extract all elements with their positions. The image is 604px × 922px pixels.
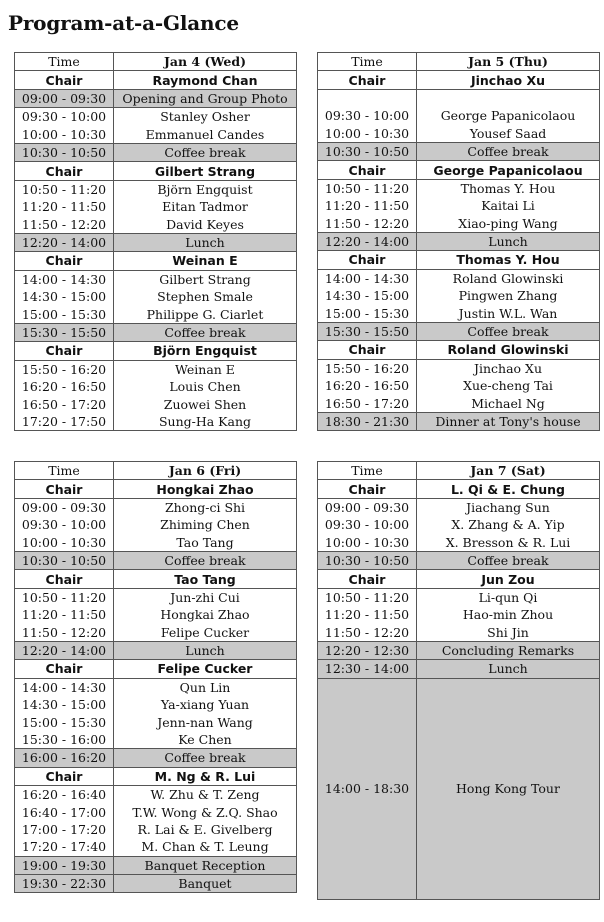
session-row: [15, 821, 297, 838]
time-slot: 09:30 - 10:00: [15, 108, 114, 126]
time-slot: 14:30 - 15:00: [15, 696, 114, 713]
session-row: [15, 803, 297, 820]
time-slot: 14:30 - 15:00: [318, 287, 417, 304]
chair-row: [318, 480, 600, 498]
event-name: Coffee break: [417, 551, 600, 569]
speaker-name: Xiao-ping Wang: [417, 215, 600, 233]
chair-label: Chair: [15, 342, 114, 360]
session-row: [318, 606, 600, 623]
chair-row: [15, 252, 297, 270]
time-slot: 16:20 - 16:40: [15, 786, 114, 804]
chair-name: Felipe Cucker: [114, 660, 297, 678]
speaker-name: Ya-xiang Yuan: [114, 696, 297, 713]
time-slot: 09:00 - 09:30: [15, 498, 114, 516]
chair-name: Raymond Chan: [114, 71, 297, 89]
session-row: [318, 498, 600, 516]
time-slot: 10:00 - 10:30: [318, 125, 417, 143]
speaker-name: X. Bresson & R. Lui: [417, 534, 600, 552]
time-slot: 15:50 - 16:20: [318, 359, 417, 377]
session-row: [15, 534, 297, 552]
time-slot: 14:30 - 15:00: [15, 288, 114, 305]
time-slot: 11:20 - 11:50: [15, 198, 114, 215]
session-row: [15, 108, 297, 126]
break-row: [318, 322, 600, 340]
tour-row: [318, 678, 600, 899]
session-row: [15, 395, 297, 412]
event-name: Banquet Reception: [114, 856, 297, 874]
break-row: [15, 641, 297, 659]
session-row: [15, 516, 297, 533]
chair-name: Weinan E: [114, 252, 297, 270]
break-row: [15, 143, 297, 161]
time-header: Time: [15, 462, 114, 480]
speaker-name: Hao-min Zhou: [417, 606, 600, 623]
time-slot: 12:20 - 14:00: [15, 233, 114, 251]
break-row: [318, 641, 600, 659]
session-row: [15, 498, 297, 516]
session-row: [15, 126, 297, 144]
time-slot: 16:20 - 16:50: [15, 378, 114, 395]
time-slot: 15:00 - 15:30: [15, 713, 114, 730]
speaker-name: Björn Engquist: [114, 180, 297, 198]
time-slot: 12:20 - 14:00: [15, 641, 114, 659]
chair-row: [15, 162, 297, 180]
event-name: Lunch: [417, 232, 600, 250]
time-slot: 11:20 - 11:50: [318, 197, 417, 214]
time-slot: 10:30 - 10:50: [15, 551, 114, 569]
session-row: [318, 304, 600, 322]
speaker-name: Pingwen Zhang: [417, 287, 600, 304]
event-name: Opening and Group Photo: [114, 89, 297, 107]
time-slot: 11:50 - 12:20: [15, 624, 114, 642]
event-name: Coffee break: [114, 323, 297, 341]
speaker-name: Ke Chen: [114, 731, 297, 749]
session-row: [15, 838, 297, 856]
schedule-table-jan5: [317, 52, 600, 431]
session-row: [318, 107, 600, 124]
time-slot: 16:40 - 17:00: [15, 803, 114, 820]
time-slot: 10:30 - 10:50: [318, 551, 417, 569]
speaker-name: George Papanicolaou: [417, 107, 600, 124]
chair-row: [318, 570, 600, 588]
session-row: [15, 713, 297, 730]
header-row: [15, 53, 297, 71]
break-row: [318, 660, 600, 678]
event-name: Coffee break: [114, 551, 297, 569]
session-row: [15, 696, 297, 713]
header-row: [318, 462, 600, 480]
event-name: Lunch: [114, 233, 297, 251]
speaker-name: Yousef Saad: [417, 125, 600, 143]
blank-row: [318, 89, 600, 107]
chair-name: Jun Zou: [417, 570, 600, 588]
event-name: Concluding Remarks: [417, 641, 600, 659]
break-row: [318, 232, 600, 250]
time-slot: 14:00 - 14:30: [15, 270, 114, 288]
chair-name: L. Qi & E. Chung: [417, 480, 600, 498]
session-row: [318, 534, 600, 552]
chair-label: Chair: [15, 570, 114, 588]
time-slot: 09:00 - 09:30: [15, 89, 114, 107]
time-slot: 10:50 - 11:20: [318, 588, 417, 606]
time-slot: 09:30 - 10:00: [318, 107, 417, 124]
time-slot: 15:00 - 15:30: [318, 304, 417, 322]
speaker-name: Justin W.L. Wan: [417, 304, 600, 322]
event-name: Coffee break: [114, 749, 297, 767]
session-row: [15, 624, 297, 642]
event-name: Coffee break: [417, 142, 600, 160]
speaker-name: T.W. Wong & Z.Q. Shao: [114, 803, 297, 820]
time-slot: 16:20 - 16:50: [318, 377, 417, 394]
break-row: [15, 551, 297, 569]
session-row: [15, 360, 297, 378]
time-slot: 15:00 - 15:30: [15, 305, 114, 323]
session-row: [15, 588, 297, 606]
chair-label: Chair: [318, 251, 417, 269]
speaker-name: Michael Ng: [417, 394, 600, 412]
break-row: [15, 856, 297, 874]
time-slot: 10:00 - 10:30: [15, 126, 114, 144]
time-slot: 11:20 - 11:50: [318, 606, 417, 623]
chair-name: M. Ng & R. Lui: [114, 767, 297, 785]
speaker-name: Stanley Osher: [114, 108, 297, 126]
chair-name: Björn Engquist: [114, 342, 297, 360]
break-row: [15, 323, 297, 341]
session-row: [318, 197, 600, 214]
speaker-name: Philippe G. Ciarlet: [114, 305, 297, 323]
chair-row: [15, 767, 297, 785]
chair-name: Thomas Y. Hou: [417, 251, 600, 269]
chair-row: [15, 660, 297, 678]
session-row: [15, 288, 297, 305]
speaker-name: Eitan Tadmor: [114, 198, 297, 215]
speaker-name: Hongkai Zhao: [114, 606, 297, 623]
time-slot: 16:50 - 17:20: [15, 395, 114, 412]
chair-label: Chair: [15, 162, 114, 180]
session-row: [15, 270, 297, 288]
chair-row: [318, 161, 600, 179]
time-slot: 14:00 - 14:30: [15, 678, 114, 696]
time-slot: 14:00 - 18:30: [318, 678, 417, 899]
speaker-name: Jinchao Xu: [417, 359, 600, 377]
speaker-name: Jun-zhi Cui: [114, 588, 297, 606]
time-slot: 09:30 - 10:00: [318, 516, 417, 533]
session-row: [15, 678, 297, 696]
chair-label: Chair: [318, 71, 417, 89]
event-name: Lunch: [114, 641, 297, 659]
event-name: Lunch: [417, 660, 600, 678]
chair-row: [318, 341, 600, 359]
session-row: [318, 516, 600, 533]
speaker-name: Weinan E: [114, 360, 297, 378]
chair-row: [15, 342, 297, 360]
speaker-name: Zuowei Shen: [114, 395, 297, 412]
speaker-name: Jenn-nan Wang: [114, 713, 297, 730]
chair-row: [15, 71, 297, 89]
chair-name: George Papanicolaou: [417, 161, 600, 179]
time-header: Time: [318, 53, 417, 71]
time-slot: 15:50 - 16:20: [15, 360, 114, 378]
speaker-name: W. Zhu & T. Zeng: [114, 786, 297, 804]
time-slot: 14:00 - 14:30: [318, 269, 417, 287]
schedule-table-jan7: [317, 461, 600, 900]
time-slot: 19:00 - 19:30: [15, 856, 114, 874]
day-header: Jan 4 (Wed): [114, 53, 297, 71]
chair-label: Chair: [318, 161, 417, 179]
time-slot: 10:00 - 10:30: [15, 534, 114, 552]
time-slot: 11:50 - 12:20: [318, 624, 417, 642]
chair-label: Chair: [318, 341, 417, 359]
break-row: [15, 749, 297, 767]
schedule-table-jan4: [14, 52, 297, 431]
session-row: [15, 413, 297, 431]
day-header: Jan 5 (Thu): [417, 53, 600, 71]
event-name: Coffee break: [114, 143, 297, 161]
empty-cell: [417, 89, 600, 107]
time-slot: 15:30 - 15:50: [318, 322, 417, 340]
break-row: [15, 233, 297, 251]
header-row: [318, 53, 600, 71]
session-row: [15, 305, 297, 323]
time-slot: 18:30 - 21:30: [318, 412, 417, 430]
speaker-name: Felipe Cucker: [114, 624, 297, 642]
chair-label: Chair: [318, 570, 417, 588]
break-row: [318, 551, 600, 569]
chair-name: Tao Tang: [114, 570, 297, 588]
speaker-name: M. Chan & T. Leung: [114, 838, 297, 856]
speaker-name: Shi Jin: [417, 624, 600, 642]
time-slot: 10:00 - 10:30: [318, 534, 417, 552]
time-slot: 10:30 - 10:50: [15, 143, 114, 161]
chair-row: [318, 251, 600, 269]
speaker-name: Sung-Ha Kang: [114, 413, 297, 431]
session-row: [318, 377, 600, 394]
speaker-name: Thomas Y. Hou: [417, 179, 600, 197]
time-slot: 17:20 - 17:50: [15, 413, 114, 431]
chair-row: [15, 570, 297, 588]
day-header: Jan 7 (Sat): [417, 462, 600, 480]
time-slot: 15:30 - 15:50: [15, 323, 114, 341]
speaker-name: Jiachang Sun: [417, 498, 600, 516]
time-header: Time: [15, 53, 114, 71]
speaker-name: Gilbert Strang: [114, 270, 297, 288]
time-slot: 09:00 - 09:30: [318, 498, 417, 516]
time-slot: 12:20 - 14:00: [318, 232, 417, 250]
speaker-name: Tao Tang: [114, 534, 297, 552]
time-slot: 19:30 - 22:30: [15, 874, 114, 892]
break-row: [15, 874, 297, 892]
time-slot: 17:20 - 17:40: [15, 838, 114, 856]
chair-label: Chair: [15, 660, 114, 678]
event-name: Hong Kong Tour: [417, 678, 600, 899]
chair-label: Chair: [15, 767, 114, 785]
session-row: [318, 624, 600, 642]
speaker-name: Xue-cheng Tai: [417, 377, 600, 394]
event-name: Banquet: [114, 874, 297, 892]
schedule-table-jan6: [14, 461, 297, 893]
chair-row: [318, 71, 600, 89]
chair-label: Chair: [15, 252, 114, 270]
session-row: [318, 269, 600, 287]
session-row: [15, 216, 297, 234]
chair-label: Chair: [318, 480, 417, 498]
chair-name: Roland Glowinski: [417, 341, 600, 359]
speaker-name: Zhong-ci Shi: [114, 498, 297, 516]
session-row: [318, 359, 600, 377]
session-row: [318, 588, 600, 606]
session-row: [15, 731, 297, 749]
chair-label: Chair: [15, 71, 114, 89]
session-row: [318, 125, 600, 143]
time-slot: 16:00 - 16:20: [15, 749, 114, 767]
time-slot: 15:30 - 16:00: [15, 731, 114, 749]
speaker-name: Louis Chen: [114, 378, 297, 395]
session-row: [318, 394, 600, 412]
speaker-name: Zhiming Chen: [114, 516, 297, 533]
speaker-name: Li-qun Qi: [417, 588, 600, 606]
chair-name: Hongkai Zhao: [114, 480, 297, 498]
time-slot: 10:30 - 10:50: [318, 142, 417, 160]
event-name: Dinner at Tony's house: [417, 412, 600, 430]
session-row: [15, 378, 297, 395]
speaker-name: Emmanuel Candes: [114, 126, 297, 144]
session-row: [15, 180, 297, 198]
page-title: Program-at-a-Glance: [8, 11, 239, 35]
session-row: [15, 198, 297, 215]
time-slot: 11:50 - 12:20: [15, 216, 114, 234]
speaker-name: X. Zhang & A. Yip: [417, 516, 600, 533]
time-slot: 11:20 - 11:50: [15, 606, 114, 623]
chair-name: Jinchao Xu: [417, 71, 600, 89]
event-name: Coffee break: [417, 322, 600, 340]
time-slot: 09:30 - 10:00: [15, 516, 114, 533]
chair-name: Gilbert Strang: [114, 162, 297, 180]
speaker-name: R. Lai & E. Givelberg: [114, 821, 297, 838]
speaker-name: Roland Glowinski: [417, 269, 600, 287]
time-slot: 10:50 - 11:20: [15, 180, 114, 198]
time-slot: 16:50 - 17:20: [318, 394, 417, 412]
speaker-name: Stephen Smale: [114, 288, 297, 305]
time-slot: 10:50 - 11:20: [318, 179, 417, 197]
session-row: [15, 786, 297, 804]
chair-label: Chair: [15, 480, 114, 498]
break-row: [318, 142, 600, 160]
header-row: [15, 462, 297, 480]
empty-cell: [318, 89, 417, 107]
time-slot: 17:00 - 17:20: [15, 821, 114, 838]
day-header: Jan 6 (Fri): [114, 462, 297, 480]
time-header: Time: [318, 462, 417, 480]
speaker-name: Kaitai Li: [417, 197, 600, 214]
session-row: [318, 179, 600, 197]
break-row: [318, 412, 600, 430]
speaker-name: David Keyes: [114, 216, 297, 234]
time-slot: 11:50 - 12:20: [318, 215, 417, 233]
session-row: [15, 606, 297, 623]
session-row: [318, 215, 600, 233]
time-slot: 10:50 - 11:20: [15, 588, 114, 606]
time-slot: 12:20 - 12:30: [318, 641, 417, 659]
chair-row: [15, 480, 297, 498]
break-row: [15, 89, 297, 107]
time-slot: 12:30 - 14:00: [318, 660, 417, 678]
speaker-name: Qun Lin: [114, 678, 297, 696]
session-row: [318, 287, 600, 304]
